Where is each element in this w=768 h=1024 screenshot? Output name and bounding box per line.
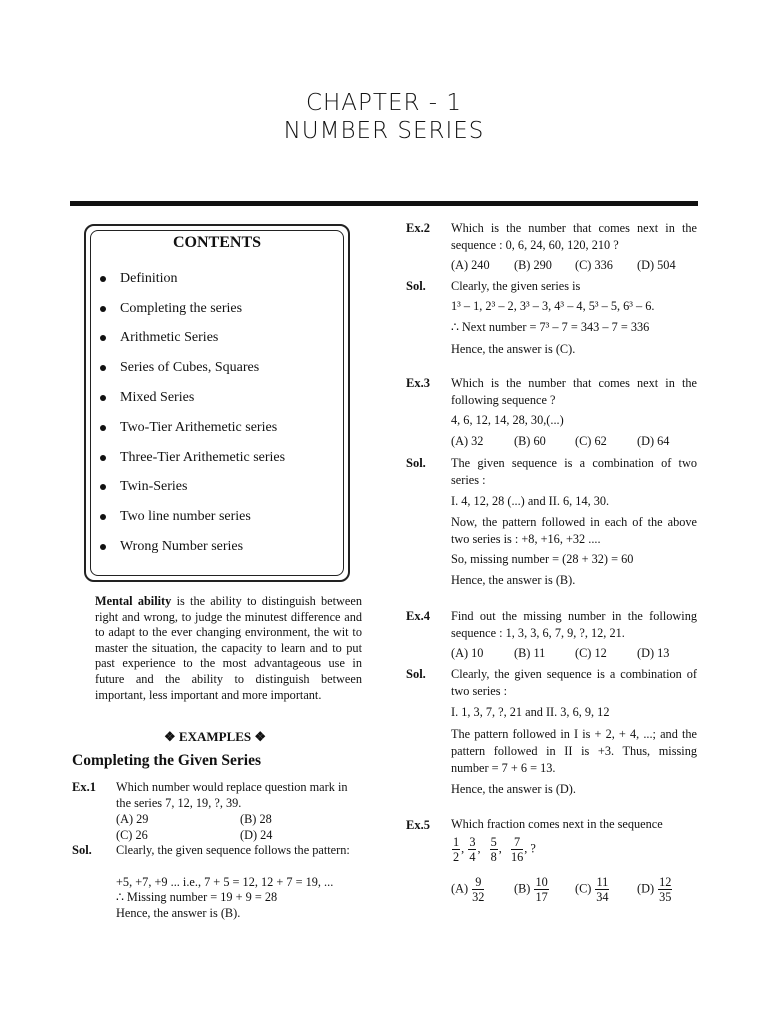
- examples-heading: ❖ EXAMPLES ❖: [164, 729, 267, 744]
- ex3-sol-line: Now, the pattern followed in each of the above two series is : +8, +16, +32 ....: [451, 515, 697, 546]
- ex2-label: Ex.2: [406, 221, 430, 235]
- contents-list: [100, 264, 285, 562]
- contents-item: Arithmetic Series: [100, 324, 285, 354]
- ex2-sol-line: 1³ – 1, 2³ – 2, 3³ – 3, 4³ – 4, 5³ – 5, 6³ – 6.: [451, 299, 655, 313]
- fraction: $\frac{5}{8}$: [490, 835, 497, 864]
- bullet-icon: [100, 484, 106, 490]
- ex1-sol-line: ∴ Missing number = 19 + 9 = 28: [116, 890, 278, 904]
- ex2-sol-label: Sol.: [406, 279, 426, 293]
- contents-item: Two-Tier Arithemetic series: [100, 413, 285, 443]
- ex5-option-c: (C) $\frac{11}{34}$: [575, 875, 609, 904]
- ex3-option-c: (C) 62: [575, 434, 607, 448]
- ex4-sol-line: Hence, the answer is (D).: [451, 782, 576, 796]
- contents-title: CONTENTS: [172, 234, 262, 251]
- ex1-option-a: (A) 29: [116, 812, 149, 826]
- fraction: $\frac{7}{16}$: [510, 835, 524, 864]
- ex2-option-c: (C) 336: [575, 258, 613, 272]
- bullet-icon: [100, 455, 106, 461]
- bullet-icon: [100, 514, 106, 520]
- contents-item: Two line number series: [100, 502, 285, 532]
- bullet-icon: [100, 425, 106, 431]
- fraction: $\frac{3}{4}$: [469, 835, 476, 864]
- contents-box: [84, 224, 350, 582]
- ex2-option-d: (D) 504: [637, 258, 676, 272]
- contents-item: Mixed Series: [100, 383, 285, 413]
- contents-item: Definition: [100, 264, 285, 294]
- ex1-question: Which number would replace question mark in the series 7, 12, 19, ?, 39.: [116, 780, 348, 810]
- ex4-sol-line: The pattern followed in I is + 2, + 4, ...; and the pattern followed in II is +3. Thus, missing number = 7 + 6 = 13.: [451, 727, 697, 775]
- ex2-sol-line: Hence, the answer is (C).: [451, 342, 576, 356]
- ex2-sol-line: ∴ Next number = 7³ – 7 = 343 – 7 = 336: [451, 320, 650, 334]
- ex5-option-d: (D) $\frac{12}{35}$: [637, 875, 672, 904]
- section-heading: Completing the Given Series: [72, 752, 261, 769]
- ex5-sequence: $\frac{1}{2}$ , $\frac{3}{4}$ , $\frac{5}{8}$ , $\frac{7}{16}$ , ?: [453, 835, 536, 864]
- bullet-icon: [100, 544, 106, 550]
- ex5-question: Which fraction comes next in the sequence: [451, 817, 663, 831]
- ex4-option-d: (D) 13: [637, 646, 670, 660]
- header-rule: [70, 201, 698, 206]
- ex4-option-a: (A) 10: [451, 646, 484, 660]
- bullet-icon: [100, 276, 106, 282]
- bullet-icon: [100, 365, 106, 371]
- ex1-sol-line: +5, +7, +9 ... i.e., 7 + 5 = 12, 12 + 7 = 19, ...: [116, 875, 334, 889]
- ex2-option-b: (B) 290: [514, 258, 552, 272]
- ex2-sol-line: Clearly, the given series is: [451, 279, 581, 293]
- ex3-option-a: (A) 32: [451, 434, 484, 448]
- ex4-question: Find out the missing number in the following sequence : 1, 3, 3, 6, 7, 9, ?, 12, 21.: [451, 609, 697, 640]
- ex3-label: Ex.3: [406, 376, 430, 390]
- ex1-option-d: (D) 24: [240, 828, 273, 842]
- ex4-sol-line: I. 1, 3, 7, ?, 21 and II. 3, 6, 9, 12: [451, 705, 610, 719]
- ex1-option-c: (C) 26: [116, 828, 148, 842]
- ex3-option-b: (B) 60: [514, 434, 546, 448]
- ex3-sol-line: The given sequence is a combination of two series :: [451, 456, 697, 487]
- bullet-icon: [100, 395, 106, 401]
- ex4-option-c: (C) 12: [575, 646, 607, 660]
- ex4-label: Ex.4: [406, 609, 430, 623]
- fraction: $\frac{1}{2}$: [453, 835, 460, 864]
- ex4-option-b: (B) 11: [514, 646, 546, 660]
- chapter-title: NUMBER SERIES: [283, 118, 485, 144]
- ex5-option-a: (A) $\frac{9}{32}$: [451, 875, 485, 904]
- ex3-sol-line: Hence, the answer is (B).: [451, 573, 576, 587]
- ex4-sol-label: Sol.: [406, 667, 426, 681]
- ex2-question: Which is the number that comes next in the sequence : 0, 6, 24, 60, 120, 210 ?: [451, 221, 697, 252]
- ex1-sol-label: Sol.: [72, 843, 92, 857]
- bullet-icon: [100, 335, 106, 341]
- ex3-question: Which is the number that comes next in the following sequence ?: [451, 376, 697, 407]
- ex3-sol-line: So, missing number = (28 + 32) = 60: [451, 552, 634, 566]
- contents-item: Twin-Series: [100, 473, 285, 503]
- contents-item: Completing the series: [100, 294, 285, 324]
- intro-paragraph: Mental ability is the ability to distinguish between right and wrong, to judge the minutest difference and to adapt to the ever changing environment, the wit to master the situation, the capacity to learn and to put past experience to the most advantageous use in future and the ability to distinguish between important, less important and more important.: [95, 594, 362, 702]
- ex3-sequence: 4, 6, 12, 14, 28, 30,(...): [451, 413, 564, 427]
- contents-item: Three-Tier Arithemetic series: [100, 443, 285, 473]
- ex1-sol-line: Hence, the answer is (B).: [116, 906, 241, 920]
- ex5-option-b: (B) $\frac{10}{17}$: [514, 875, 548, 904]
- ex3-sol-line: I. 4, 12, 28 (...) and II. 6, 14, 30.: [451, 494, 610, 508]
- bullet-icon: [100, 306, 106, 312]
- ex1-sol-line: Clearly, the given sequence follows the pattern:: [116, 843, 350, 857]
- ex3-sol-label: Sol.: [406, 456, 426, 470]
- ex3-option-d: (D) 64: [637, 434, 670, 448]
- chapter-label: CHAPTER - 1: [305, 90, 463, 116]
- ex5-label: Ex.5: [406, 818, 430, 832]
- ex1-label: Ex.1: [72, 780, 96, 794]
- ex1-option-b: (B) 28: [240, 812, 272, 826]
- contents-item: Series of Cubes, Squares: [100, 353, 285, 383]
- ex2-option-a: (A) 240: [451, 258, 490, 272]
- contents-item: Wrong Number series: [100, 532, 285, 562]
- ex4-sol-line: Clearly, the given sequence is a combination of two series :: [451, 667, 697, 698]
